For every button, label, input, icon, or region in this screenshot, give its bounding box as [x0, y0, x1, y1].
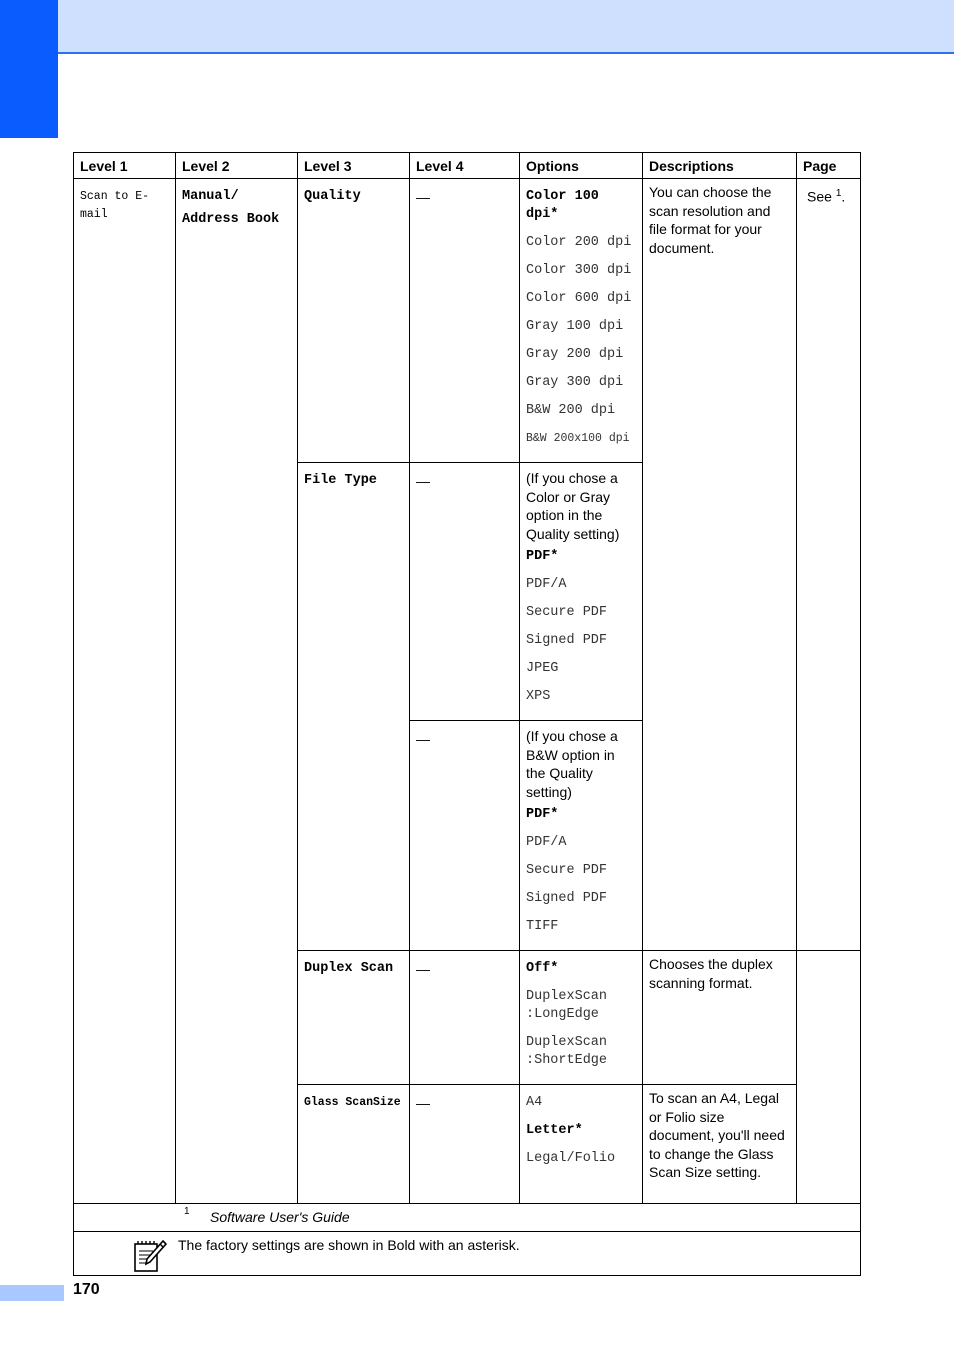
options-quality: [520, 179, 643, 463]
description-quality: [643, 179, 797, 951]
options-duplex: [520, 951, 643, 1085]
description-text: To scan an A4, Legal or Folio size document, you'll need to change the Glass Scan Size setting.: [649, 1090, 785, 1180]
list-item: PDF*: [526, 549, 559, 564]
description-text: You can choose the scan resolution and file format for your document.: [649, 184, 772, 256]
list-item: Gray 300 dpi: [526, 375, 624, 390]
description-text: Chooses the duplex scanning format.: [649, 956, 773, 991]
list-item: Color 100 dpi*: [526, 189, 599, 222]
list-item: JPEG: [526, 661, 559, 676]
list-item: Secure PDF: [526, 605, 608, 620]
header-level1: Level 1: [74, 153, 176, 179]
list-item: Color 600 dpi: [526, 291, 632, 306]
list-item: Color 200 dpi: [526, 235, 632, 250]
list-item: PDF*: [526, 807, 559, 822]
page-empty-cell: [797, 951, 861, 1204]
level4-cell: [410, 179, 520, 463]
list-item: Off*: [526, 961, 559, 976]
options-intro: (If you chose a Color or Gray option in the Quality setting): [526, 470, 620, 542]
options-glass: [520, 1085, 643, 1204]
list-item: Color 300 dpi: [526, 263, 632, 278]
list-item: TIFF: [526, 919, 559, 934]
level4-dash: —: [416, 189, 430, 205]
list-item: PDF/A: [526, 577, 567, 592]
settings-table: [73, 152, 861, 1276]
note-pencil-icon: [132, 1237, 168, 1273]
list-item: DuplexScan :LongEdge: [526, 989, 608, 1022]
page-ref-suffix: .: [841, 188, 846, 205]
list-item: Signed PDF: [526, 633, 608, 648]
level1-cell: [74, 179, 176, 1204]
page-ref-sup: 1: [835, 188, 842, 199]
level4-dash: —: [416, 731, 430, 747]
list-item: Legal/Folio: [526, 1151, 616, 1166]
list-item: XPS: [526, 689, 551, 704]
page-ref-prefix: See: [807, 188, 836, 205]
level2-cell: [176, 179, 298, 1204]
footnote-cell: [74, 1204, 861, 1232]
list-item: B&W 200 dpi: [526, 403, 616, 418]
description-glass: [643, 1085, 797, 1204]
level4-cell: [410, 951, 520, 1085]
level2-address-book: Address Book: [182, 212, 280, 227]
level4-cell: [410, 721, 520, 951]
level2-manual: Manual/: [182, 189, 239, 204]
list-item: Secure PDF: [526, 863, 608, 878]
header-row: [74, 153, 861, 179]
options-file-type-color: [520, 463, 643, 721]
list-item: Signed PDF: [526, 891, 608, 906]
list-item: Gray 200 dpi: [526, 347, 624, 362]
header-band: [0, 0, 954, 54]
list-item: B&W 200x100 dpi: [526, 432, 630, 445]
level3-label: Glass ScanSize: [304, 1096, 401, 1109]
page-ref-cell: [797, 179, 861, 951]
header-options: Options: [520, 153, 643, 179]
header-descriptions: Descriptions: [643, 153, 797, 179]
list-item: DuplexScan :ShortEdge: [526, 1035, 608, 1068]
level3-file-type: [298, 463, 410, 951]
note-cell: [74, 1232, 861, 1276]
level1-label: Scan to E-mail: [80, 190, 150, 221]
page-number: 170: [73, 1281, 100, 1298]
footnote: [74, 1204, 860, 1225]
footnote-row: [74, 1204, 861, 1232]
note-row: [74, 1232, 861, 1276]
header-level4: Level 4: [410, 153, 520, 179]
header-level3: Level 3: [298, 153, 410, 179]
footnote-text: Software User's Guide: [210, 1209, 350, 1225]
level4-dash: —: [416, 473, 430, 489]
page-number-tab: [0, 1285, 64, 1301]
chapter-tab: [0, 0, 58, 138]
list-item: Gray 100 dpi: [526, 319, 624, 334]
level3-label: Duplex Scan: [304, 961, 394, 976]
level3-glass: [298, 1085, 410, 1204]
list-item: PDF/A: [526, 835, 567, 850]
level4-dash: —: [416, 1095, 430, 1111]
footnote-number: 1: [184, 1206, 190, 1217]
table-row: [74, 179, 861, 463]
level3-duplex: [298, 951, 410, 1085]
level4-dash: —: [416, 961, 430, 977]
level4-cell: [410, 1085, 520, 1204]
list-item: Letter*: [526, 1123, 583, 1138]
options-file-type-bw: [520, 721, 643, 951]
header-page: Page: [797, 153, 861, 179]
note-text: The factory settings are shown in Bold with an asterisk.: [178, 1237, 520, 1253]
level4-cell: [410, 463, 520, 721]
level3-label: Quality: [304, 189, 361, 204]
options-intro: (If you chose a B&W option in the Quality setting): [526, 728, 618, 800]
level3-label: File Type: [304, 473, 377, 488]
level3-quality: [298, 179, 410, 463]
description-duplex: [643, 951, 797, 1085]
header-level2: Level 2: [176, 153, 298, 179]
list-item: A4: [526, 1095, 543, 1110]
